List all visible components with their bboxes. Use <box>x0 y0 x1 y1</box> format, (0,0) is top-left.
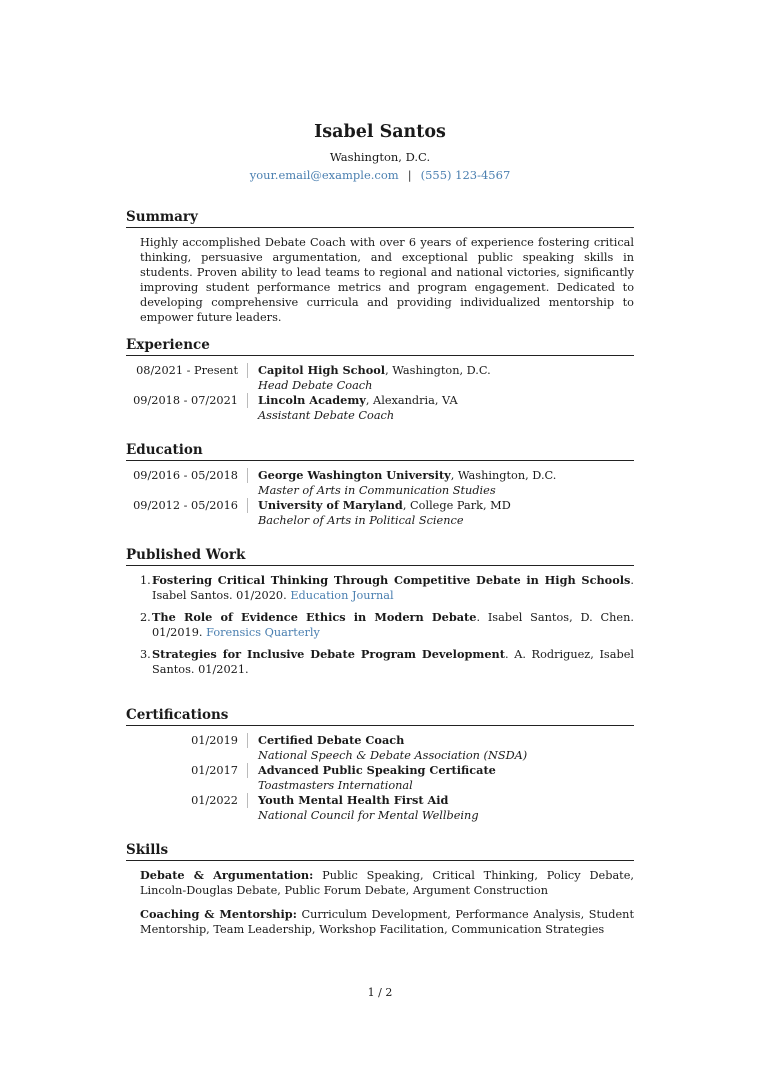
entry-degree: Master of Arts in Communication Studies <box>258 484 496 497</box>
entry-org: Capitol High School <box>258 363 386 377</box>
summary-title: Summary <box>126 209 634 228</box>
cert-name: Certified Debate Coach <box>258 733 405 747</box>
publication-number: 1. <box>140 574 151 587</box>
page-number: 1 / 2 <box>367 986 393 999</box>
cert-date: 01/2019 <box>126 733 248 748</box>
education-entry <box>126 498 634 528</box>
skills-section <box>126 842 634 946</box>
cert-date: 01/2022 <box>126 793 248 808</box>
entry-place: , Washington, D.C. <box>450 469 557 482</box>
experience-entry <box>126 363 634 393</box>
phone-link[interactable]: (555) 123-4567 <box>420 168 511 182</box>
skill-group <box>126 907 634 937</box>
publication-title: The Role of Evidence Ethics in Modern Debate <box>152 610 477 624</box>
education-entry <box>126 468 634 498</box>
skill-text: Curriculum Development, Performance Analysis, Student Mentorship, Team Leadership, Workshop Facilitation, Communication Strategies <box>140 908 634 936</box>
summary-section <box>126 209 634 325</box>
entry-date: 09/2016 - 05/2018 <box>126 468 248 483</box>
contact-line <box>126 168 634 182</box>
entry-org: Lincoln Academy <box>258 393 366 407</box>
entry-role: Assistant Debate Coach <box>258 409 395 422</box>
contact-separator: | <box>407 168 412 182</box>
cert-issuer: Toastmasters International <box>258 779 413 792</box>
skills-title: Skills <box>126 842 634 861</box>
education-section <box>126 442 634 528</box>
entry-date: 08/2021 - Present <box>126 363 248 378</box>
entry-role: Head Debate Coach <box>258 379 373 392</box>
candidate-name: Isabel Santos <box>314 122 446 142</box>
publications-section <box>126 547 634 684</box>
summary-text: Highly accomplished Debate Coach with over 6 years of experience fostering critical thinking, persuasive argumentation, and exceptional public speaking skills in students. Proven ability to lead teams to regional and national victories, significantly improving student performance metrics and program engagement. Dedicated to developing comprehensive curricula and providing individualized mentorship to empower future leaders. <box>140 236 634 324</box>
publication-title: Strategies for Inclusive Debate Program Development <box>152 647 505 661</box>
certification-entry <box>126 733 634 763</box>
entry-degree: Bachelor of Arts in Political Science <box>258 514 464 527</box>
publication-venue-link[interactable]: Education Journal <box>290 589 394 602</box>
entry-place: , Alexandria, VA <box>365 394 458 407</box>
skill-text: Public Speaking, Critical Thinking, Policy Debate, Lincoln-Douglas Debate, Public Forum Debate, Argument Construction <box>140 869 634 897</box>
cert-issuer: National Speech & Debate Association (NSDA) <box>258 749 528 762</box>
publication-number: 2. <box>140 611 151 624</box>
publication-details: . Isabel Santos, D. Chen. 01/2019. <box>152 611 634 639</box>
email-link[interactable]: your.email@example.com <box>249 168 399 182</box>
entry-place: , Washington, D.C. <box>385 364 491 377</box>
entry-place: , College Park, MD <box>402 499 511 512</box>
entry-date: 09/2018 - 07/2021 <box>126 393 248 408</box>
certifications-title: Certifications <box>126 707 634 726</box>
education-title: Education <box>126 442 634 461</box>
skill-label: Debate & Argumentation: <box>140 868 314 882</box>
skill-group <box>126 868 634 898</box>
publications-title: Published Work <box>126 547 634 566</box>
publication-details: . A. Rodriguez, Isabel Santos. 01/2021. <box>152 648 634 676</box>
entry-org: University of Maryland <box>258 498 403 512</box>
experience-title: Experience <box>126 337 634 356</box>
entry-org: George Washington University <box>258 468 451 482</box>
experience-section <box>126 337 634 423</box>
publication-item <box>140 573 634 603</box>
publication-number: 3. <box>140 648 151 661</box>
candidate-location: Washington, D.C. <box>329 150 431 164</box>
publication-item <box>140 647 634 677</box>
publication-details: . Isabel Santos. 01/2020. <box>152 574 634 602</box>
cert-issuer: National Council for Mental Wellbeing <box>258 809 479 822</box>
cert-name: Advanced Public Speaking Certificate <box>258 763 496 777</box>
publication-item <box>140 610 634 640</box>
certification-entry <box>126 793 634 823</box>
cert-date: 01/2017 <box>126 763 248 778</box>
entry-date: 09/2012 - 05/2016 <box>126 498 248 513</box>
publication-title: Fostering Critical Thinking Through Competitive Debate in High Schools <box>152 573 631 587</box>
cert-name: Youth Mental Health First Aid <box>258 793 449 807</box>
skill-label: Coaching & Mentorship: <box>140 907 297 921</box>
certification-entry <box>126 763 634 793</box>
certifications-section <box>126 707 634 823</box>
experience-entry <box>126 393 634 423</box>
publication-venue-link[interactable]: Forensics Quarterly <box>206 626 320 639</box>
